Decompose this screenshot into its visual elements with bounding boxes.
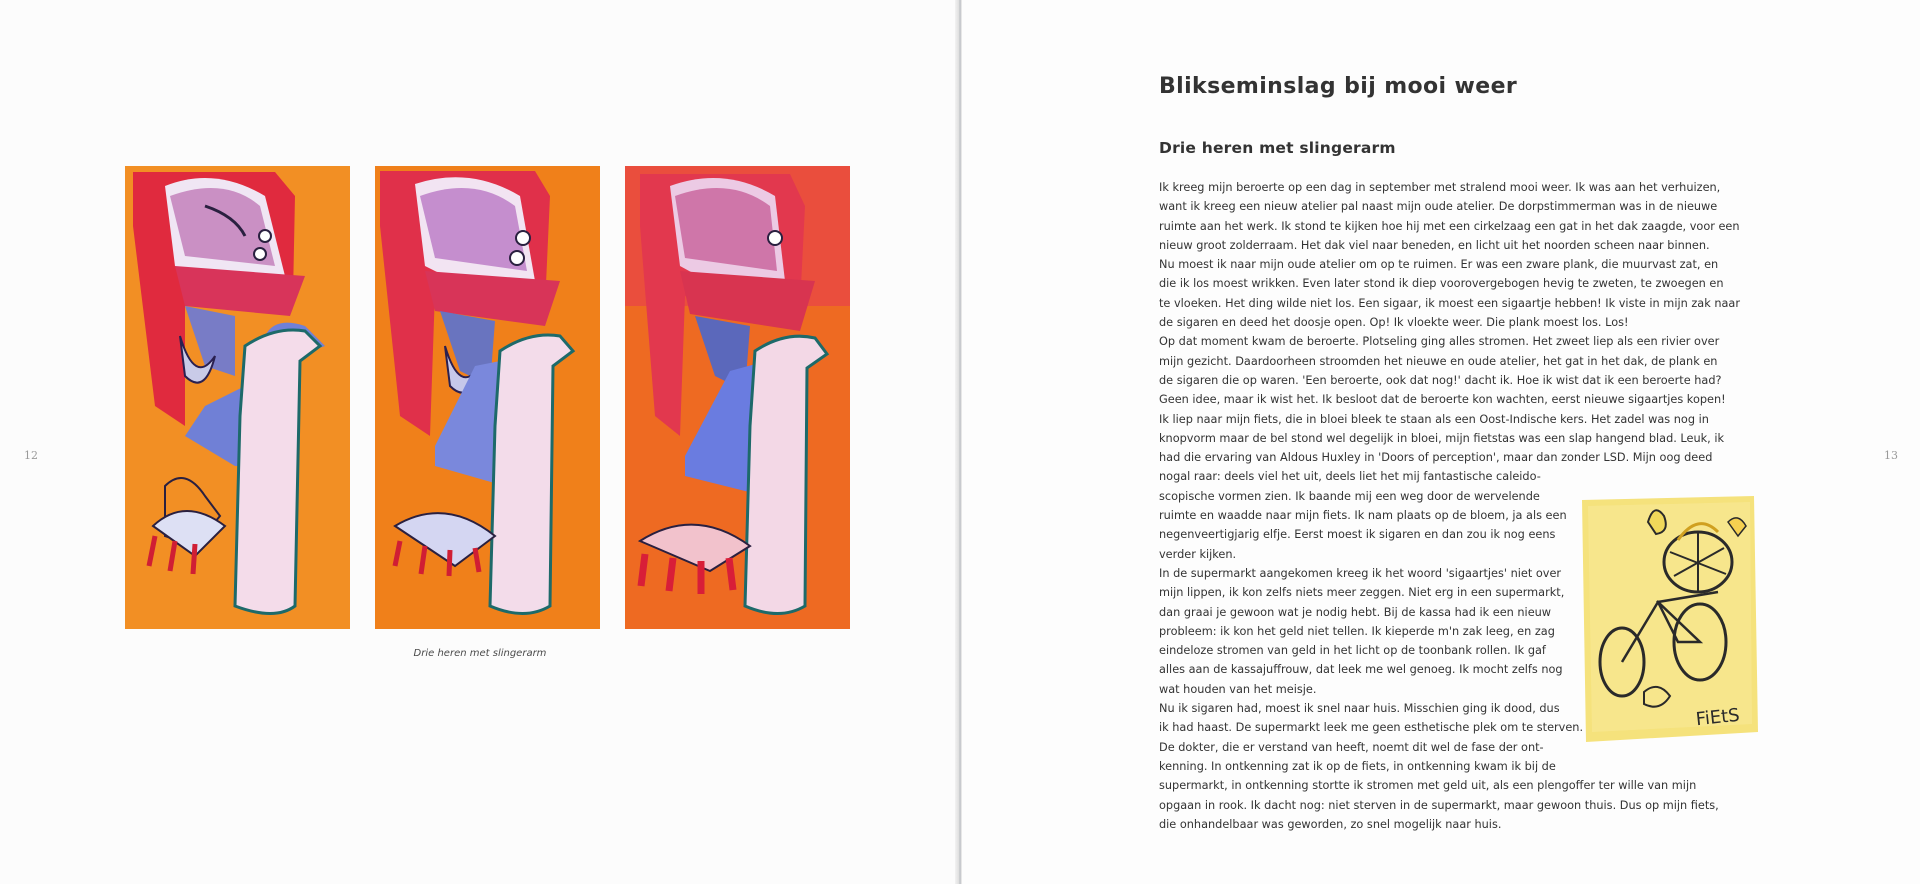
body-line: negenveertigjarig elfje. Eerst moest ik sigaren en dan zou ik nog eens — [1159, 528, 1556, 542]
chapter-title: Blikseminslag bij mooi weer — [1159, 74, 1518, 99]
body-line: dan graai je gewoon wat je nodig hebt. Bij de kassa had ik een nieuw — [1159, 605, 1552, 619]
fiets-sketch — [1578, 492, 1760, 746]
body-line: supermarkt, in ontkenning stortte ik stromen met geld uit, als een plengoffer ter wille van mijn — [1159, 779, 1697, 793]
body-line: kenning. In ontkenning zat ik op de fiets, in ontkenning kwam ik bij de — [1159, 759, 1556, 773]
body-line: wat houden van het meisje. — [1159, 682, 1317, 696]
painting-three-image — [625, 166, 850, 629]
body-line: ruimte aan het werk. Ik stond te kijken hoe hij met een cirkelzaag een gat in het dak zaagde, voor een — [1159, 219, 1740, 233]
body-line: In de supermarkt aangekomen kreeg ik het woord 'sigaartjes' niet over — [1159, 566, 1562, 580]
body-line: opgaan in rook. Ik dacht nog: niet sterven in de supermarkt, maar gewoon thuis. Dus op mijn fiets, — [1159, 798, 1719, 812]
body-line: had die ervaring van Aldous Huxley in 'Doors of perception', maar dan zonder LSD. Mijn oog deed — [1159, 451, 1713, 465]
body-line: nogal raar: deels viel het uit, deels liet het mij fantastische caleido- — [1159, 470, 1541, 484]
body-line: De dokter, die er verstand van heeft, noemt dit wel de fase der ont- — [1159, 740, 1544, 754]
painting-two-image — [375, 166, 600, 629]
body-line: Op dat moment kwam de beroerte. Plotseling ging alles stromen. Het zweet liep als een rivier over — [1159, 335, 1720, 349]
painting-one-image — [125, 166, 350, 629]
painting-two — [375, 166, 600, 629]
body-line: mijn gezicht. Daardoorheen stroomden het nieuwe en oude atelier, het gat in het dak, de plank en — [1159, 354, 1718, 368]
fiets-sketch-image — [1578, 492, 1760, 746]
left-page-number: 12 — [24, 449, 38, 462]
body-line: Ik kreeg mijn beroerte op een dag in september met stralend mooi weer. Ik was aan het verhuizen, — [1159, 181, 1721, 194]
fiets-handwritten-label: FiEtS — [1694, 704, 1741, 731]
body-line: nieuw groot zolderraam. Het dak viel naar beneden, en licht uit het noorden scheen naar binnen. — [1159, 238, 1710, 252]
body-line: want ik kreeg een nieuw atelier pal naast mijn oude atelier. De dorpstimmerman was in de nieuwe — [1159, 200, 1718, 214]
body-line: ruimte en waadde naar mijn fiets. Ik nam plaats op de bloem, ja als een — [1159, 509, 1567, 523]
body-line: de sigaren die op waren. 'Een beroerte, ook dat nog!' dacht ik. Hoe ik wist dat ik een beroerte had? — [1159, 373, 1722, 387]
painting-one — [125, 166, 350, 629]
section-subtitle: Drie heren met slingerarm — [1159, 139, 1396, 157]
body-line: te vloeken. Het ding wilde niet los. Een sigaar, ik moest een sigaartje hebben! Ik viste in mijn zak naar — [1159, 296, 1740, 310]
body-line: Ik liep naar mijn fiets, die in bloei bleek te staan als een Oost-Indische kers. Het zadel was nog in — [1159, 412, 1709, 426]
body-line: Nu moest ik naar mijn oude atelier om op te ruimen. Er was een zware plank, die muurvast zat, en — [1159, 258, 1719, 272]
body-line: die onhandelbaar was geworden, zo snel mogelijk naar huis. — [1159, 817, 1502, 831]
body-line: mijn lippen, ik kon zelfs niets meer zeggen. Niet erg in een supermarkt, — [1159, 586, 1565, 600]
body-line: Geen idee, maar ik wist het. Ik besloot dat de beroerte kon wachten, eerst nieuwe sigaartjes kopen! — [1159, 393, 1726, 407]
body-line: ik had haast. De supermarkt leek me geen esthetische plek om te sterven. — [1159, 721, 1584, 735]
body-line: eindeloze stromen van geld in het licht op de toonbank rollen. Ik gaf — [1159, 644, 1546, 658]
body-line: Nu ik sigaren had, moest ik snel naar huis. Misschien ging ik dood, dus — [1159, 702, 1560, 716]
body-line: probleem: ik kon het geld niet tellen. Ik kieperde m'n zak leeg, en zag — [1159, 624, 1555, 638]
body-line: alles aan de kassajuffrouw, dat leek me wel genoeg. Ik mocht zelfs nog — [1159, 663, 1563, 677]
left-page — [0, 0, 958, 884]
painting-three — [625, 166, 850, 629]
painting-caption: Drie heren met slingerarm — [413, 648, 547, 659]
body-line: knopvorm maar de bel stond wel degelijk in bloei, mijn fietstas was een slap hangend blad. Leuk, ik — [1159, 431, 1725, 445]
body-line: die ik los moest wrikken. Even later stond ik diep voorovergebogen hevig te zweten, te zwoegen en — [1159, 277, 1724, 291]
right-page-number: 13 — [1884, 449, 1898, 462]
body-line: scopische vormen zien. Ik baande mij een weg door de wervelende — [1159, 489, 1540, 503]
body-line: de sigaren en deed het doosje open. Op! Ik vloekte weer. Die plank moest los. Los! — [1159, 316, 1629, 330]
body-line: verder kijken. — [1159, 547, 1237, 561]
